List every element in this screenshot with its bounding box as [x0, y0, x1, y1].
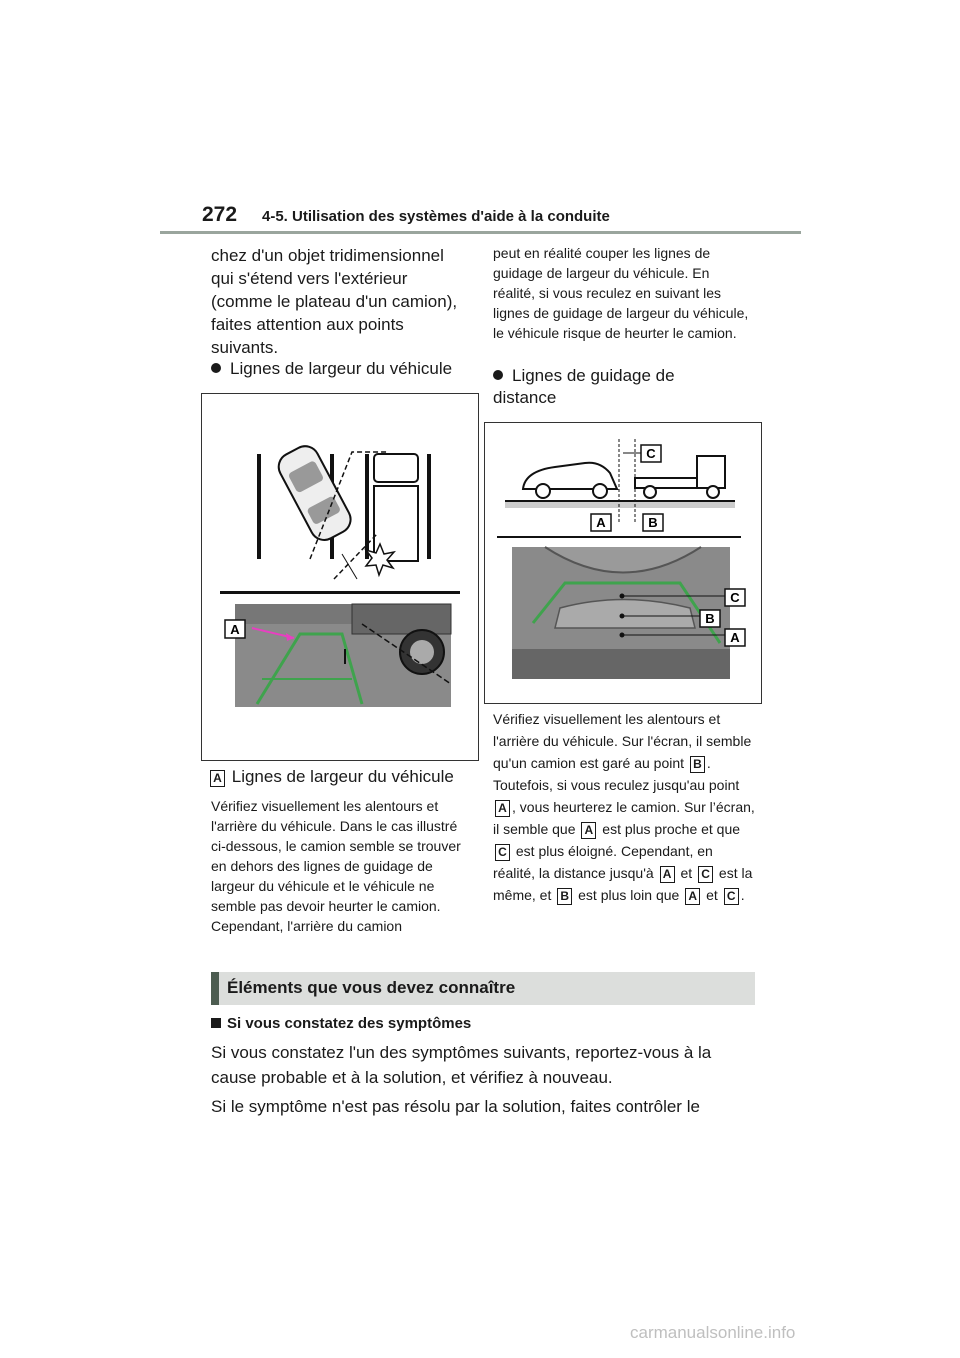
badge-c: C — [495, 844, 510, 861]
square-bullet-icon — [211, 1018, 221, 1028]
left-bullet — [211, 358, 471, 380]
subheading-text: Si vous constatez des symptômes — [227, 1015, 472, 1032]
screen-label-c: C — [730, 590, 740, 605]
right-intro: peut en réalité couper les lignes de guidage de largeur du véhicule. En réalité, si vous reculez en suivant les lignes de guidage de largeur du véhicule, le véhicule risque de heurter le camion. — [493, 245, 749, 341]
watermark: carmanualsonline.info — [630, 1323, 796, 1342]
vehicle-width-illustration — [202, 394, 478, 760]
left-body: Vérifiez visuellement les alentours et l'arrière du véhicule. Dans le cas illustré ci-dessous, le camion semble se trouver en dehors des lignes de guidage de largeur du véhicule et le véhicule ne semble pas devoir heurter le camion. Cependant, l'arrière du camion — [211, 798, 461, 934]
right-bullet — [493, 365, 733, 409]
subheading — [211, 1015, 471, 1032]
left-bullet-text: Lignes de largeur du véhicule — [230, 359, 453, 378]
chapter-title: 4-5. Utilisation des systèmes d'aide à la conduite — [262, 208, 610, 225]
badge-a: A — [660, 866, 675, 883]
section-header — [211, 972, 755, 1005]
section-accent — [211, 972, 219, 1005]
badge-b: B — [557, 888, 572, 905]
page-number: 272 — [202, 203, 238, 226]
screen-label-a: A — [730, 630, 740, 645]
badge-c: C — [698, 866, 713, 883]
badge-a: A — [581, 822, 596, 839]
right-body: Vérifiez visuellement les alentours et l'arrière du véhicule. Sur l'écran, il semble qu'un camion est garé au point B . Toutefois, si vous reculez jusqu'au point A , vous heurterez le camion. Sur l’écran, il semble que A est plus proche et que C est plus éloigné. Cependant, en réalité, la distance jusqu'à A et C est la même, et B est plus loin que A et C . — [493, 711, 755, 903]
caption-badge: A — [210, 770, 225, 787]
left-caption — [210, 766, 480, 788]
bullet-dot-icon — [493, 370, 503, 380]
truck-side-view — [635, 478, 700, 488]
screen-label-b: B — [705, 611, 715, 626]
figure-label-a: A — [230, 622, 240, 637]
distance-guide-illustration — [485, 423, 761, 703]
figure-distance-guide — [484, 422, 762, 704]
right-bullet-text: Lignes de guidage de distance — [493, 366, 675, 407]
badge-a: A — [495, 800, 510, 817]
badge-b: B — [690, 756, 705, 773]
caption-text: Lignes de largeur du véhicule — [231, 767, 454, 786]
badge-c: C — [724, 888, 739, 905]
section-title: Éléments que vous devez connaître — [227, 978, 516, 997]
truck-cab — [374, 454, 418, 482]
car-top-view — [274, 441, 356, 545]
section-para-2: Si le symptôme n'est pas résolu par la solution, faites contrôler le — [211, 1097, 700, 1116]
label-b: B — [648, 515, 658, 530]
left-intro: chez d'un objet tridimensionnel qui s'étend vers l'extérieur (comme le plateau d'un camion), faites attention aux points suivants. — [211, 246, 458, 357]
header-rule — [160, 231, 801, 234]
figure-divider — [220, 591, 460, 594]
label-top-c: C — [646, 446, 656, 461]
parking-line-1 — [257, 454, 261, 559]
parking-line-4 — [427, 454, 431, 559]
label-a: A — [596, 515, 606, 530]
figure-vehicle-width — [201, 393, 479, 761]
bullet-dot-icon — [211, 363, 221, 373]
badge-a: A — [685, 888, 700, 905]
section-para-1: Si vous constatez l'un des symptômes suivants, reportez-vous à la cause probable et à la solution, et vérifiez à nouveau. — [211, 1043, 712, 1087]
